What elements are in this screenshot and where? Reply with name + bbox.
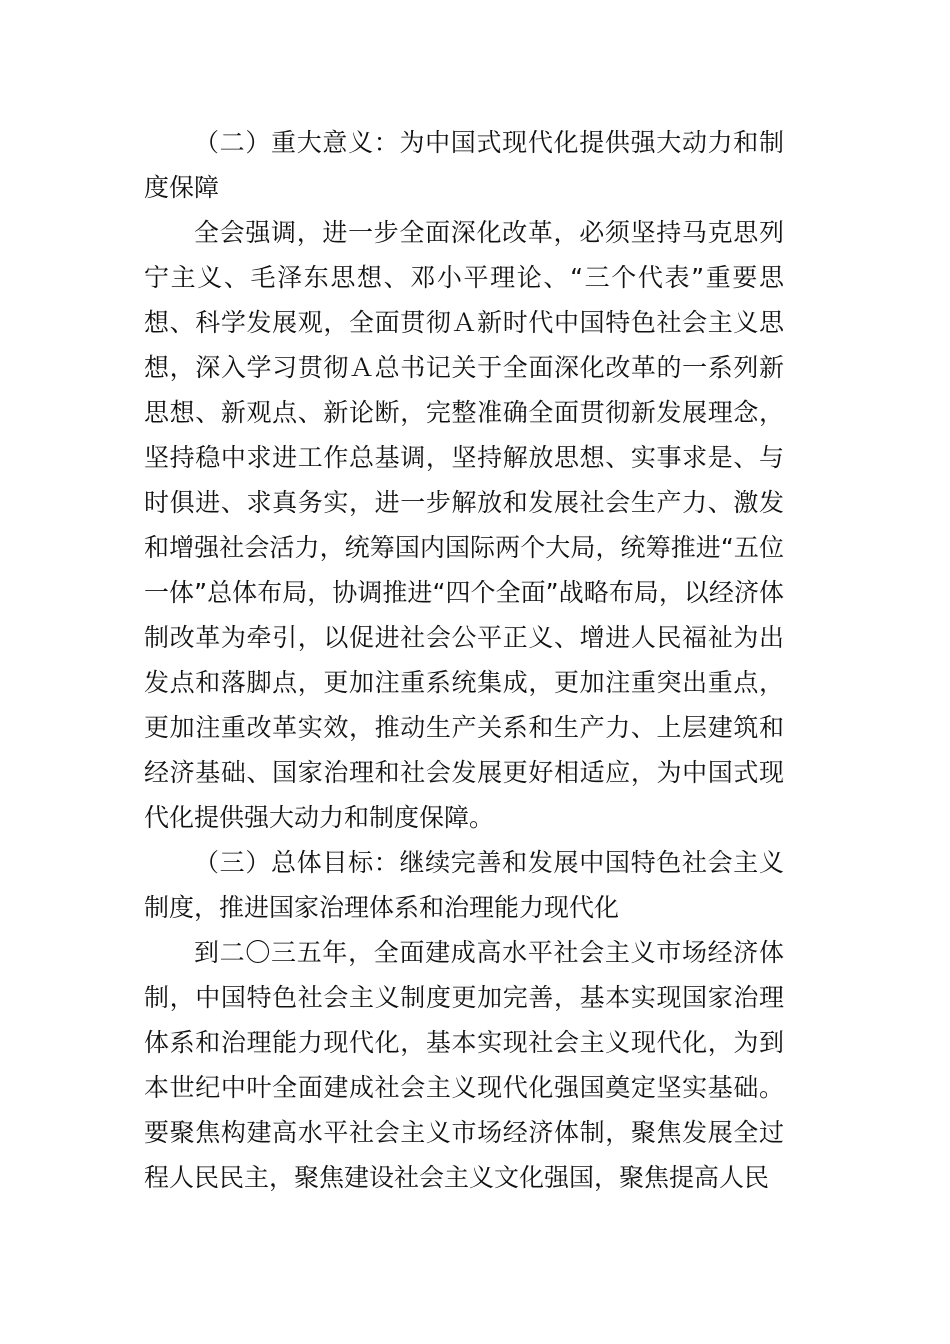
section-heading-significance: （二）重大意义：为中国式现代化提供强大动力和制度保障 [144,128,784,202]
section-heading-overall-goal: （三）总体目标：继续完善和发展中国特色社会主义制度，推进国家治理体系和治理能力现代化 [144,848,784,922]
body-paragraph-2035-goal: 到二〇三五年，全面建成高水平社会主义市场经济体制，中国特色社会主义制度更加完善，基本实现国家治理体系和治理能力现代化，基本实现社会主义现代化，为到本世纪中叶全面建成社会主义现代化强国奠定坚实基础。要聚焦构建高水平社会主义市场经济体制，聚焦发展全过程人民民主，聚焦建设社会主义文化强国，聚焦提高人民 [144,938,784,1192]
body-paragraph-plenary: 全会强调，进一步全面深化改革，必须坚持马克思列宁主义、毛泽东思想、邓小平理论、“三个代表”重要思想、科学发展观，全面贯彻Ａ新时代中国特色社会主义思想，深入学习贯彻Ａ总书记关于全面深化改革的一系列新思想、新观点、新论断，完整准确全面贯彻新发展理念，坚持稳中求进工作总基调，坚持解放思想、实事求是、与时俱进、求真务实，进一步解放和发展社会生产力、激发和增强社会活力，统筹国内国际两个大局，统筹推进“五位一体”总体布局，协调推进“四个全面”战略布局，以经济体制改革为牵引，以促进社会公平正义、增进人民福祉为出发点和落脚点，更加注重系统集成，更加注重突出重点，更加注重改革实效，推动生产关系和生产力、上层建筑和经济基础、国家治理和社会发展更好相适应，为中国式现代化提供强大动力和制度保障。 [144,218,784,832]
document-body [144,120,784,1200]
